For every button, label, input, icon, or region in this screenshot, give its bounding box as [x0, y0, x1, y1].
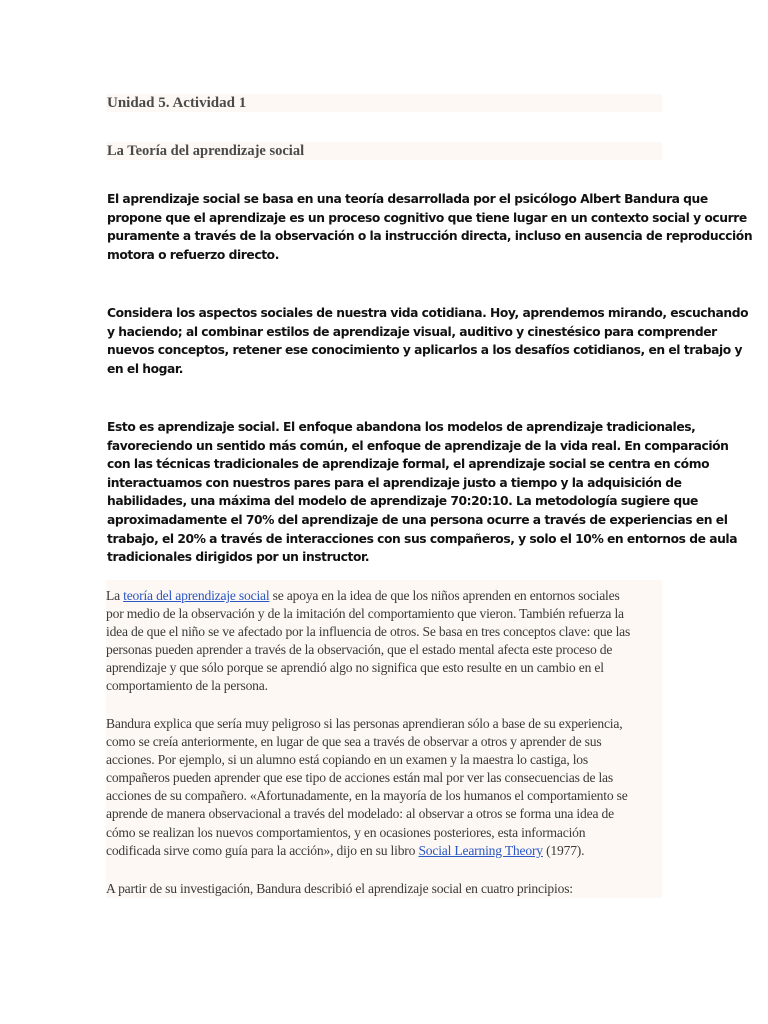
- paragraph-line: con las técnicas tradicionales de aprendizaje formal, el aprendizaje social se centra en cómo: [107, 457, 710, 472]
- document-subtitle: La Teoría del aprendizaje social: [107, 143, 305, 159]
- text-run: codificada sirve como guía para la acción», dijo en su libro: [106, 842, 419, 858]
- paragraph-line: tradicionales dirigidos por un instructor.: [107, 550, 370, 565]
- paragraph-line: Bandura explica que sería muy peligroso si las personas aprendieran sólo a base de su experiencia,: [106, 716, 623, 731]
- paragraph-line: acciones de su compañero. «Afortunadamente, en la mayoría de los humanos el comportamiento se: [106, 788, 628, 804]
- paragraph-line: propone que el aprendizaje es un proceso cognitivo que tiene lugar en un contexto social y ocurre: [107, 210, 747, 225]
- paragraph-line: puramente a través de la observación o la instrucción directa, incluso en ausencia de reproducción: [107, 229, 753, 244]
- paragraph-line: personas pueden aprender a través de la observación, que el estado mental afecta este proceso de: [106, 642, 613, 658]
- paragraph-line: habilidades, una máxima del modelo de aprendizaje 70:20:10. La metodología sugiere que: [107, 494, 698, 509]
- paragraph-line: compañeros pueden aprender que ese tipo de acciones están mal por ver las consecuencias de las: [106, 770, 613, 786]
- paragraph-social-learning: [107, 418, 738, 567]
- paragraph-social-aspects: [107, 304, 749, 378]
- paragraph-line: comportamiento de la persona.: [106, 678, 268, 694]
- paragraph-bandura-explains: [106, 715, 662, 860]
- paragraph-intro: [107, 190, 753, 264]
- text-run: (1977).: [542, 842, 585, 858]
- paragraph-line: [106, 587, 662, 605]
- paragraph-line: aprendizaje y que sólo porque se aprendió algo no significa que esto resulte en un cambio en el: [106, 660, 604, 676]
- paragraph-line: nuevos conceptos, retener ese conocimiento y aplicarlos a los desafíos cotidianos, en el trabajo y: [107, 343, 743, 358]
- paragraph-line: Esto es aprendizaje social. El enfoque abandona los modelos de aprendizaje tradicionales,: [107, 420, 696, 434]
- document-title: Unidad 5. Actividad 1: [107, 95, 247, 111]
- paragraph-line: en el hogar.: [107, 361, 184, 376]
- paragraph-line: Considera los aspectos sociales de nuestra vida cotidiana. Hoy, aprendemos mirando, escuchando: [107, 306, 749, 320]
- paragraph-line: A partir de su investigación, Bandura describió el aprendizaje social en cuatro principios:: [106, 881, 573, 896]
- paragraph-line: motora o refuerzo directo.: [107, 247, 279, 262]
- paragraph-line: aprende de manera observacional a través del modelado: al observar a otros se forma una idea de: [106, 806, 614, 822]
- paragraph-line: como se creía anteriormente, en lugar de que sea a través de observar a otros y aprender de sus: [106, 734, 602, 750]
- paragraph-line: por medio de la observación y de la imitación del comportamiento que vieron. También refuerza la: [106, 606, 624, 622]
- text-run: se apoya en la idea de que los niños aprenden en entornos sociales: [269, 588, 620, 603]
- paragraph-line: y haciendo; al combinar estilos de aprendizaje visual, auditivo y cinestésico para comprender: [107, 324, 717, 339]
- paragraph-line: acciones. Por ejemplo, si un alumno está copiando en un examen y la maestra lo castiga, los: [106, 752, 588, 768]
- text-run: La: [106, 588, 124, 603]
- paragraph-line: favoreciendo un sentido más común, el enfoque de aprendizaje de la vida real. En comparación: [107, 438, 729, 453]
- paragraph-line: interactuamos con nuestros pares para el aprendizaje justo a tiempo y la adquisición de: [107, 475, 682, 490]
- paragraph-line: aproximadamente el 70% del aprendizaje de una persona ocurre a través de experiencias en el: [107, 512, 728, 527]
- paragraph-line: cómo se realizan los nuevos comportamientos, y en ocasiones posteriores, esta información: [106, 824, 586, 840]
- paragraph-theory: [106, 587, 662, 696]
- paragraph-line: El aprendizaje social se basa en una teoría desarrollada por el psicólogo Albert Bandura que: [107, 192, 708, 206]
- paragraph-four-principles: [106, 880, 662, 898]
- paragraph-line: trabajo, el 20% a través de interacciones con sus compañeros, y solo el 10% en entornos de aula: [107, 531, 738, 546]
- book-link[interactable]: Social Learning Theory: [418, 842, 543, 858]
- paragraph-line: [106, 842, 662, 860]
- paragraph-line: idea de que el niño se ve afectado por la influencia de otros. Se basa en tres conceptos clave: que las: [106, 624, 631, 640]
- theory-link[interactable]: teoría del aprendizaje social: [123, 588, 270, 603]
